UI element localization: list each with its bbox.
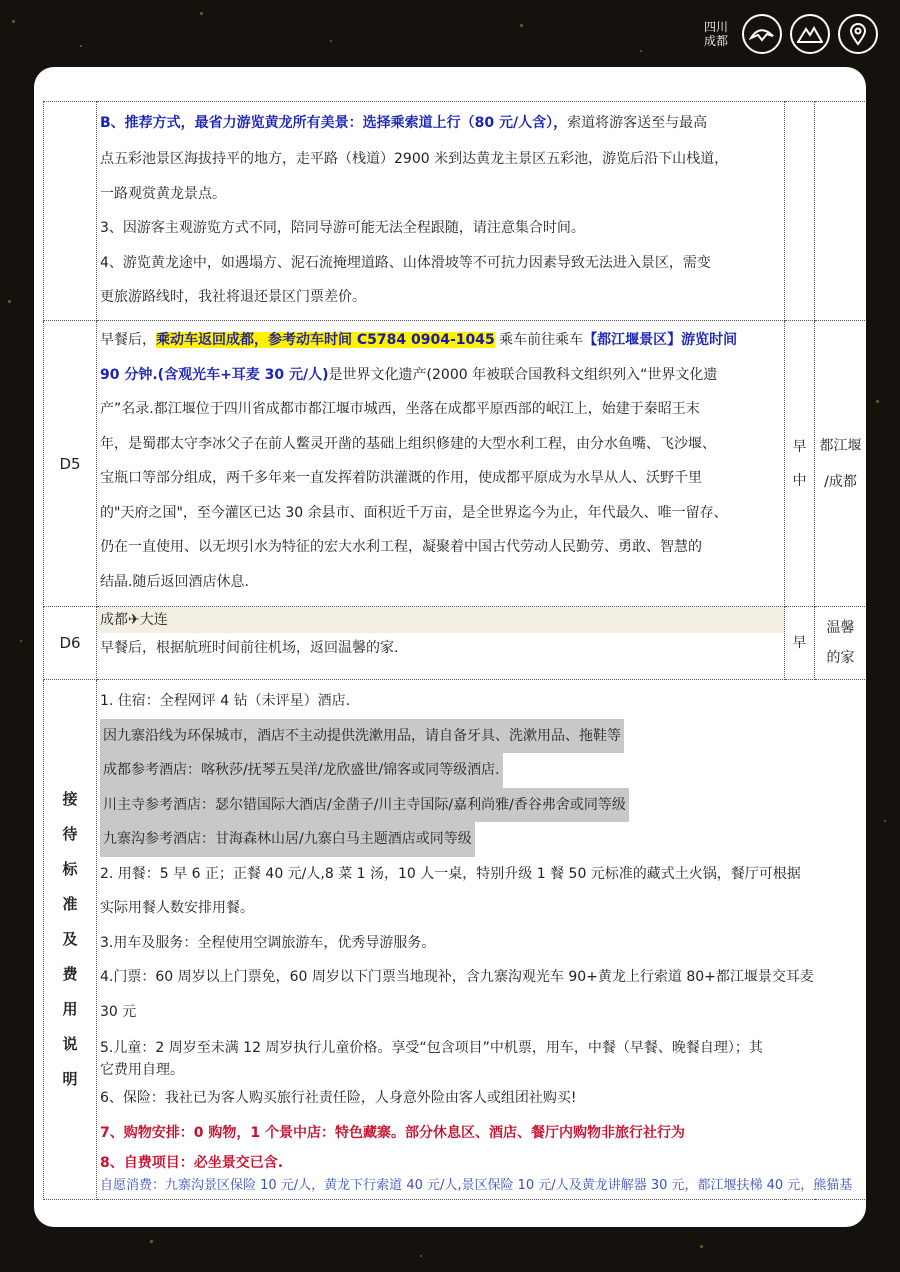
text-line: 年，是蜀郡太守李冰父子在前人鳖灵开凿的基础上组织修建的大型水利工程，由分水鱼嘴、飞沙堰、 (100, 435, 716, 452)
text-line: 一路观赏黄龙景点。 (100, 185, 226, 202)
text-line (100, 788, 863, 823)
text-line: 早餐后，根据航班时间前往机场，返回温馨的家. (100, 640, 399, 656)
text-line (100, 753, 863, 788)
text-line: 4.门票：60 周岁以上门票免，60 周岁以下门票当地现补，含九寨沟观光车 90+黄龙上行索道 80+都江堰景交耳麦 (100, 969, 814, 985)
standard-content (97, 680, 867, 1200)
text-line: 它费用自理。 (100, 1062, 184, 1078)
hotel-jiuzhaigou: 九寨沟参考酒店：甘海森林山居/九寨白马主题酒店或同等级 (100, 822, 475, 857)
brand-text (704, 20, 728, 48)
hotel-cell-empty (815, 102, 867, 321)
train-highlight: 乘动车返回成都，参考动车时间 C5784 0904-1045 (156, 332, 495, 348)
text-line (100, 822, 863, 857)
text-line: 更旅游路线时，我社将退还景区门票差价。 (100, 289, 366, 305)
hotel-line-2: 的家 (826, 650, 855, 666)
optional-items-line: 8、自费项目：必坐景交已含. (100, 1155, 284, 1171)
text-line: 实际用餐人数安排用餐。 (100, 900, 254, 916)
table-row-d5 (44, 321, 867, 607)
meal-lunch: 中 (792, 472, 807, 489)
text-line: 结晶.随后返回酒店休息. (100, 573, 249, 590)
meal-breakfast: 早 (792, 438, 807, 455)
day-cell-empty (44, 102, 97, 321)
meal-cell-empty (785, 102, 815, 321)
route-line: 成都✈大连 (97, 607, 784, 633)
text-line: 30 元 (100, 1003, 137, 1020)
plane-icon: ✈ (128, 612, 140, 628)
text-line: 6、保险：我社已为客人购买旅行社责任险，人身意外险由客人或组团社购买! (100, 1090, 577, 1106)
text-line: 5.儿童：2 周岁至未满 12 周岁执行儿童价格。享受“包含项目”中机票，用车，中餐（早餐、晚餐自理）；其 (100, 1040, 763, 1056)
hotel-line-1: 都江堰 (819, 437, 862, 454)
meal-cell (785, 321, 815, 607)
hotel-chuanzhusi: 川主寺参考酒店：瑟尔错国际大酒店/金凿子/川主寺国际/嘉利尚雅/香谷弗舍或同等级 (100, 788, 629, 823)
mountain-bird-icon (742, 14, 782, 54)
hotel-cell (815, 607, 867, 680)
table-row-standard (44, 680, 867, 1200)
text-line: 的"天府之国"，至今灌区已达 30 余县市、面积近千万亩，是全世界迄今为止，年代最久、唯一留存、 (100, 504, 728, 521)
hotel-cell (815, 321, 867, 607)
text-line: 1. 住宿：全程网评 4 钻（未评星）酒店. (100, 693, 351, 709)
text-line: 早餐后，乘动车返回成都，参考动车时间 C5784 0904-1045 乘车前往乘车【都江堰景区】游览时间 (100, 332, 738, 348)
text-line: 4、游览黄龙途中，如遇塌方、泥石流掩埋道路、山体滑坡等不可抗力因素导致无法进入景区，需变 (100, 254, 711, 271)
day-label: D5 (44, 321, 97, 607)
itinerary-card (34, 67, 866, 1227)
text-line: 宝瓶口等部分组成，两千多年来一直发挥着防洪灌溉的作用，使成都平原成为水旱从人、沃野千里 (100, 470, 702, 486)
table-row (44, 102, 867, 321)
hotel-note: 因九寨沿线为环保城市，酒店不主动提供洗漱用品，请自备牙具、洗漱用品、拖鞋等 (100, 719, 624, 754)
text-line: 90 分钟.(含观光车+耳麦 30 元/人)是世界文化遗产(2000 年被联合国教科文组织列入“世界文化遗 (100, 366, 718, 383)
text-line (100, 719, 863, 754)
table-row-d6 (44, 607, 867, 680)
section-label: 接 待 标 准 及 费 用 说 明 (44, 680, 97, 1200)
hotel-chengdu: 成都参考酒店：喀秋莎/抚琴五昊洋/龙欣盛世/锦客或同等级酒店. (100, 753, 503, 788)
hotel-line-2: /成都 (824, 473, 857, 490)
itinerary-table (43, 101, 866, 1200)
location-pin-icon (838, 14, 878, 54)
hotel-line-1: 温馨 (826, 620, 855, 636)
text-line: 产”名录.都江堰位于四川省成都市都江堰市城西，坐落在成都平原西部的岷江上，始建于秦昭王末 (100, 401, 700, 417)
content-cell (97, 607, 785, 680)
content-cell (97, 102, 785, 321)
text-line: 2. 用餐：5 早 6 正；正餐 40 元/人,8 菜 1 汤，10 人一桌，特别升级 1 餐 50 元标准的藏式土火锅，餐厅可根据 (100, 865, 801, 882)
text-line: 仍在一直使用、以无坝引水为特征的宏大水利工程，凝聚着中国古代劳动人民勤劳、勇敢、智慧的 (100, 539, 702, 555)
text-line: 点五彩池景区海拔持平的地方，走平路（栈道）2900 米到达黄龙主景区五彩池，游览后沿下山栈道， (100, 151, 729, 167)
brand-line-1: 四川 (703, 20, 728, 34)
text-line: 3.用车及服务：全程使用空调旅游车，优秀导游服务。 (100, 934, 436, 951)
content-cell (97, 321, 785, 607)
day-label: D6 (44, 607, 97, 680)
text-line: B、推荐方式，最省力游览黄龙所有美景：选择乘索道上行（80 元/人含），索道将游客送至与最高 (100, 115, 708, 131)
voluntary-spend-line: 自愿消费：九寨沟景区保险 10 元/人，黄龙下行索道 40 元/人,景区保险 10 元/人及黄龙讲解器 30 元，都江堰扶梯 40 元，熊猫基 (100, 1178, 853, 1193)
shopping-line: 7、购物安排：0 购物，1 个景中店：特色藏寨。部分休息区、酒店、餐厅内购物非旅行社行为 (100, 1124, 685, 1141)
brand-header (704, 14, 878, 54)
mountains-icon (790, 14, 830, 54)
brand-line-2: 成都 (703, 34, 728, 48)
meal-cell: 早 (785, 607, 815, 680)
text-line: 3、因游客主观游览方式不同，陪同导游可能无法全程跟随，请注意集合时间。 (100, 220, 585, 236)
